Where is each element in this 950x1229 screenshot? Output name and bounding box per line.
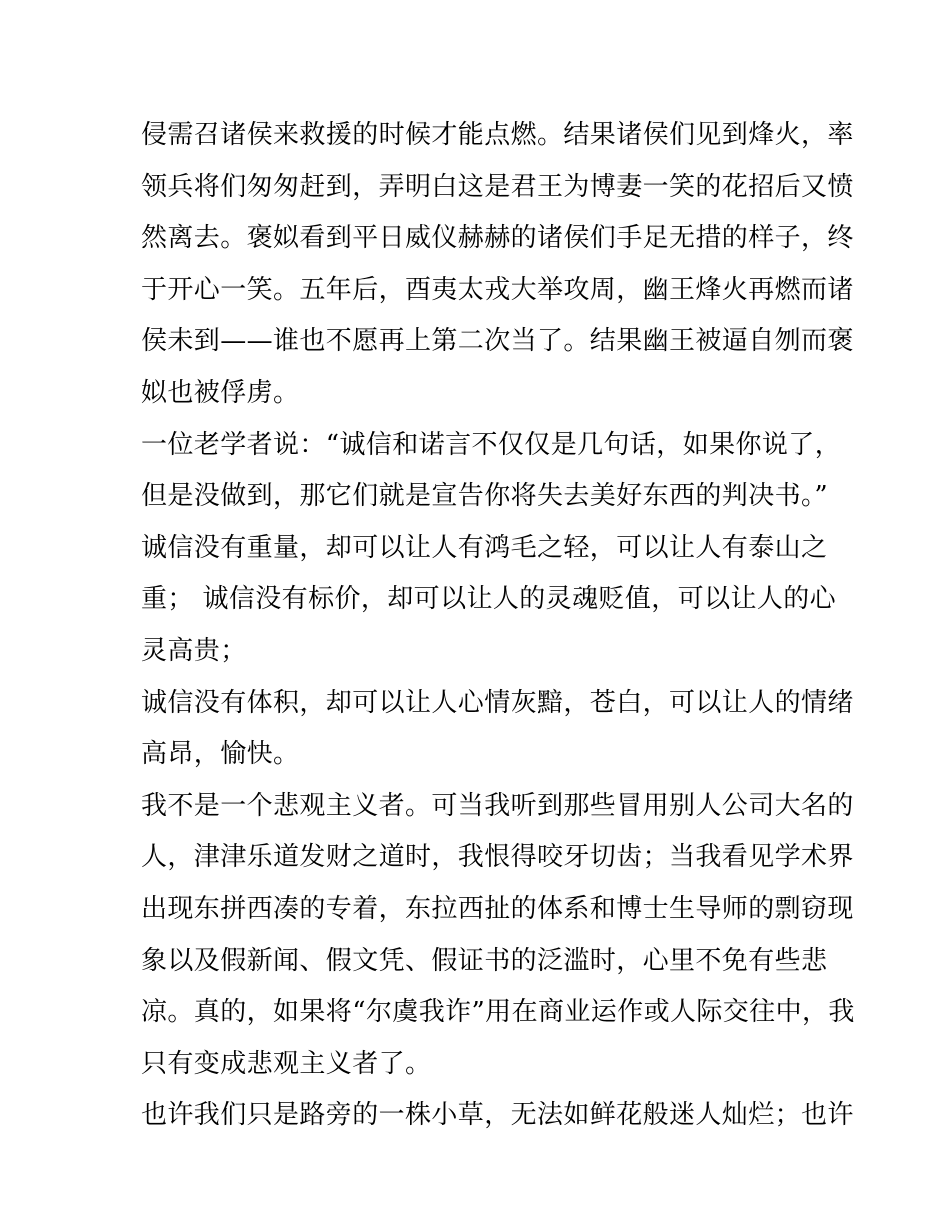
text-line: 姒也被俘虏。 [141,377,300,408]
text-line: 侯未到——谁也不愿再上第二次当了。结果幽王被逼自刎而褒 [141,326,854,357]
text-line: 灵高贵； [141,635,247,666]
text-line: 诚信没有体积，却可以让人心情灰黯，苍白，可以让人的情绪 [141,687,854,718]
text-line: 但是没做到，那它们就是宣告你将失去美好东西的判决书。” [141,481,829,512]
text-line: 凉。真的，如果将“尔虞我诈”用在商业运作或人际交往中，我 [141,997,855,1028]
text-line: 于开心一笑。五年后，酉夷太戎大举攻周，幽王烽火再燃而诸 [141,274,854,305]
text-line: 高昂，愉快。 [141,739,300,770]
text-line: 一位老学者说：“诚信和诺言不仅仅是几句话，如果你说了， [141,429,842,460]
text-line: 诚信没有重量，却可以让人有鸿毛之轻，可以让人有泰山之 [141,532,828,563]
text-line: 象以及假新闻、假文凭、假证书的泛滥时，心里不免有些悲 [141,945,828,976]
document-body [141,110,855,1142]
text-line: 出现东拼西凑的专着，东拉西扯的体系和博士生导师的剽窃现 [141,893,854,924]
text-line: 也许我们只是路旁的一株小草，无法如鲜花般迷人灿烂；也许 [141,1100,854,1131]
text-line: 重； 诚信没有标价，却可以让人的灵魂贬值，可以让人的心 [141,584,837,615]
text-line: 我不是一个悲观主义者。可当我听到那些冒用别人公司大名的 [141,790,854,821]
text-line: 只有变成悲观主义者了。 [141,1048,432,1079]
text-line: 然离去。褒姒看到平日威仪赫赫的诸侯们手足无措的样子，终 [141,223,854,254]
text-line: 人，津津乐道发财之道时，我恨得咬牙切齿；当我看见学术界 [141,842,854,873]
text-line: 领兵将们匆匆赶到，弄明白这是君王为博妻一笑的花招后又愤 [141,171,854,202]
text-line: 侵需召诸侯来救援的时候才能点燃。结果诸侯们见到烽火，率 [141,120,854,150]
